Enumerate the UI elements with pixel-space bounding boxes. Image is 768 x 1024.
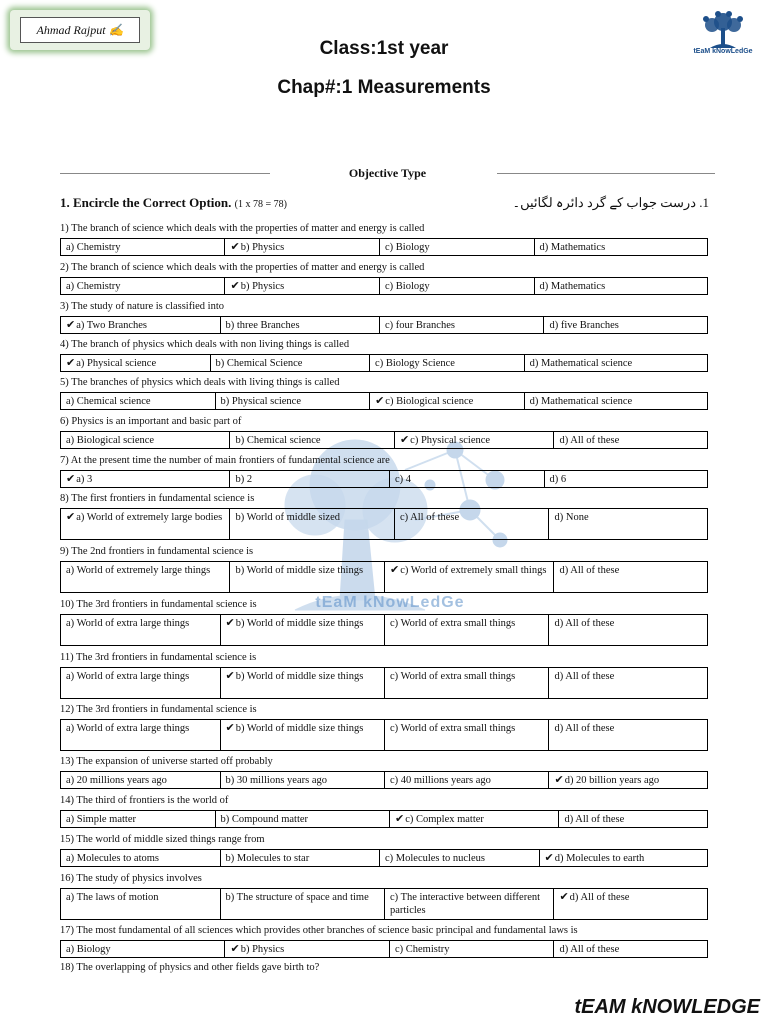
question-text: 12) The 3rd frontiers in fundamental science is <box>60 704 257 715</box>
option-label: c) four Branches <box>385 320 455 331</box>
option-label: c) Complex matter <box>405 814 484 825</box>
question-text: 17) The most fundamental of all sciences which provides other branches of science basic principal and fundamental laws is <box>60 925 578 936</box>
options-row <box>60 667 708 699</box>
section-marks: (1 x 78 = 78) <box>234 199 287 210</box>
options-row <box>60 940 708 958</box>
question-text: 5) The branches of physics which deals with living things is called <box>60 377 340 388</box>
question-text: 6) Physics is an important and basic part of <box>60 416 242 427</box>
option-d[interactable] <box>549 615 707 645</box>
option-a[interactable] <box>61 811 216 827</box>
option-a[interactable] <box>61 668 221 698</box>
checkmark-icon: ✔ <box>225 670 235 682</box>
option-label: a) World of extra large things <box>66 723 190 734</box>
option-a[interactable] <box>61 355 211 371</box>
option-c[interactable] <box>385 889 554 919</box>
option-a[interactable] <box>61 393 216 409</box>
question-text: 10) The 3rd frontiers in fundamental science is <box>60 599 257 610</box>
checkmark-icon: ✔ <box>559 891 569 903</box>
question-text: 9) The 2nd frontiers in fundamental science is <box>60 546 254 557</box>
option-d[interactable] <box>535 239 707 255</box>
options-row <box>60 561 708 593</box>
option-c[interactable] <box>390 941 554 957</box>
option-label: c) World of extra small things <box>389 671 516 682</box>
option-label: b) Physical science <box>220 396 302 407</box>
option-b[interactable] <box>221 850 381 866</box>
option-label: d) Mathematical science <box>529 358 633 369</box>
options-row <box>60 508 708 540</box>
checkmark-icon: ✔ <box>225 617 235 629</box>
option-a[interactable] <box>61 317 221 333</box>
option-c[interactable] <box>385 720 549 750</box>
options-row <box>60 354 708 372</box>
option-d[interactable] <box>554 432 707 448</box>
option-label: a) Physical science <box>76 358 157 369</box>
option-label: b) Chemical Science <box>215 358 303 369</box>
option-label: b) World of middle size things <box>235 618 364 629</box>
option-label: a) Chemistry <box>66 242 121 253</box>
options-row <box>60 277 708 295</box>
option-label: a) Biology <box>66 944 111 955</box>
option-b[interactable] <box>225 941 389 957</box>
option-label: b) 30 millions years ago <box>225 775 327 786</box>
option-label: d) All of these <box>554 723 615 734</box>
option-label: c) Physical science <box>410 435 491 446</box>
checkmark-icon: ✔ <box>554 774 564 786</box>
option-label: b) World of middle sized <box>235 512 340 523</box>
option-d[interactable] <box>525 355 707 371</box>
checkmark-icon: ✔ <box>394 813 405 825</box>
option-label: b) World of middle size things <box>235 565 364 576</box>
options-row <box>60 810 708 828</box>
option-label: a) Chemistry <box>66 281 121 292</box>
class-title: Class:1st year <box>319 38 449 59</box>
option-label: c) Chemistry <box>394 944 450 955</box>
option-b[interactable] <box>221 772 385 788</box>
option-b[interactable] <box>216 811 390 827</box>
option-b[interactable] <box>230 432 394 448</box>
option-label: b) Molecules to star <box>225 853 310 864</box>
question-text: 4) The branch of physics which deals with non living things is called <box>60 339 350 350</box>
question-text: 2) The branch of science which deals with the properties of matter and energy is called <box>60 262 425 273</box>
option-a[interactable] <box>61 772 221 788</box>
checkmark-icon: ✔ <box>390 564 400 576</box>
option-label: b) Physics <box>240 944 285 955</box>
question-text: 7) At the present time the number of main frontiers of fundamental science are <box>60 455 390 466</box>
option-a[interactable] <box>61 941 225 957</box>
option-label: b) Chemical science <box>235 435 321 446</box>
option-d[interactable] <box>554 889 707 919</box>
option-label: a) Two Branches <box>76 320 148 331</box>
option-c[interactable] <box>390 471 545 487</box>
options-row <box>60 238 708 256</box>
watermark-text: tEaM kNowLedGe <box>315 594 465 611</box>
option-b[interactable] <box>230 509 394 539</box>
option-label: b) World of middle size things <box>235 671 364 682</box>
checkmark-icon: ✔ <box>230 280 240 292</box>
option-b[interactable] <box>211 355 371 371</box>
option-label: d) Molecules to earth <box>554 853 645 864</box>
option-label: d) All of these <box>559 565 620 576</box>
option-d[interactable] <box>544 317 707 333</box>
option-a[interactable] <box>61 720 221 750</box>
option-label: d) Mathematical science <box>529 396 633 407</box>
option-label: c) World of extra small things <box>389 723 516 734</box>
option-label: b) three Branches <box>225 320 300 331</box>
option-d[interactable] <box>549 772 707 788</box>
option-d[interactable] <box>559 811 707 827</box>
options-row <box>60 316 708 334</box>
option-b[interactable] <box>216 393 371 409</box>
option-label: d) 6 <box>549 474 567 485</box>
option-label: c) The interactive between different particles <box>389 892 541 916</box>
option-a[interactable] <box>61 509 230 539</box>
options-row <box>60 431 708 449</box>
option-label: c) Biological science <box>385 396 474 407</box>
option-label: a) 20 millions years ago <box>66 775 167 786</box>
checkmark-icon: ✔ <box>375 395 385 407</box>
option-label: d) Mathematics <box>539 242 606 253</box>
option-d[interactable] <box>540 850 707 866</box>
option-d[interactable] <box>549 509 707 539</box>
option-d[interactable] <box>525 393 707 409</box>
option-label: a) Molecules to atoms <box>66 853 160 864</box>
options-row <box>60 771 708 789</box>
option-a[interactable] <box>61 615 221 645</box>
option-c[interactable] <box>395 432 555 448</box>
checkmark-icon: ✔ <box>225 722 235 734</box>
option-label: b) Physics <box>240 281 285 292</box>
option-d[interactable] <box>554 562 707 592</box>
footer-brand: tEAM kNOWLEDGE <box>574 996 760 1018</box>
option-label: b) World of middle size things <box>235 723 364 734</box>
option-label: c) 40 millions years ago <box>389 775 491 786</box>
option-label: a) World of extremely large bodies <box>76 512 223 523</box>
checkmark-icon: ✔ <box>230 241 240 253</box>
question-text: 11) The 3rd frontiers in fundamental science is <box>60 652 257 663</box>
option-c[interactable] <box>370 393 525 409</box>
question-text: 18) The overlapping of physics and other fields gave birth to? <box>60 962 320 973</box>
option-a[interactable] <box>61 562 230 592</box>
options-row <box>60 470 708 488</box>
option-label: d) None <box>554 512 589 523</box>
section-title <box>60 195 287 211</box>
option-label: a) World of extra large things <box>66 671 190 682</box>
option-label: d) Mathematics <box>539 281 606 292</box>
option-label: d) All of these <box>569 892 630 903</box>
option-d[interactable] <box>545 471 708 487</box>
option-label: a) Chemical science <box>66 396 151 407</box>
checkmark-icon: ✔ <box>230 943 240 955</box>
option-b[interactable] <box>221 615 385 645</box>
option-a[interactable] <box>61 239 225 255</box>
question-text: 14) The third of frontiers is the world of <box>60 795 229 806</box>
option-c[interactable] <box>390 811 559 827</box>
question-text: 13) The expansion of universe started off probably <box>60 756 273 767</box>
question-text: 3) The study of nature is classified into <box>60 301 224 312</box>
option-label: b) The structure of space and time <box>225 892 369 903</box>
checkmark-icon: ✔ <box>544 852 554 864</box>
checkmark-icon: ✔ <box>66 473 76 485</box>
option-label: c) World of extra small things <box>389 618 516 629</box>
option-d[interactable] <box>549 668 707 698</box>
option-label: c) Molecules to nucleus <box>385 853 486 864</box>
option-d[interactable] <box>535 278 707 294</box>
option-b[interactable] <box>221 889 385 919</box>
option-b[interactable] <box>225 278 380 294</box>
option-c[interactable] <box>380 317 544 333</box>
author-name: Ahmad Rajput ✍ <box>20 17 140 43</box>
option-b[interactable] <box>221 317 381 333</box>
option-label: a) World of extremely large things <box>66 565 211 576</box>
option-c[interactable] <box>395 509 550 539</box>
option-label: a) Biological science <box>66 435 155 446</box>
option-label: c) Biology <box>385 242 430 253</box>
section-urdu: 1. درست جواب کے گرد دائرہ لگائیں۔ <box>512 195 709 210</box>
option-label: c) Biology Science <box>375 358 455 369</box>
logo-caption: tEaM kNowLedGe <box>693 48 753 55</box>
option-label: b) Physics <box>240 242 285 253</box>
option-label: d) All of these <box>564 814 625 825</box>
option-b[interactable] <box>221 668 385 698</box>
option-label: d) 20 billion years ago <box>564 775 660 786</box>
checkmark-icon: ✔ <box>66 357 76 369</box>
option-label: d) All of these <box>559 435 620 446</box>
option-label: c) World of extremely small things <box>400 565 547 576</box>
option-c[interactable] <box>380 278 535 294</box>
option-a[interactable] <box>61 471 230 487</box>
option-c[interactable] <box>380 239 535 255</box>
option-label: d) All of these <box>559 944 620 955</box>
option-label: a) Simple matter <box>66 814 136 825</box>
option-label: a) World of extra large things <box>66 618 190 629</box>
option-label: c) All of these <box>399 512 460 523</box>
checkmark-icon: ✔ <box>66 319 76 331</box>
option-b[interactable] <box>230 471 390 487</box>
option-c[interactable] <box>385 562 554 592</box>
option-c[interactable] <box>385 668 549 698</box>
option-b[interactable] <box>225 239 380 255</box>
option-label: c) Biology <box>385 281 430 292</box>
option-c[interactable] <box>370 355 525 371</box>
section-title-text: 1. Encircle the Correct Option. <box>60 195 232 210</box>
checkmark-icon: ✔ <box>399 434 410 446</box>
option-d[interactable] <box>554 941 707 957</box>
question-text: 16) The study of physics involves <box>60 873 202 884</box>
option-b[interactable] <box>230 562 385 592</box>
option-label: d) five Branches <box>549 320 619 331</box>
option-d[interactable] <box>549 720 707 750</box>
option-c[interactable] <box>385 772 549 788</box>
options-row <box>60 719 708 751</box>
option-label: a) The laws of motion <box>66 892 159 903</box>
option-c[interactable] <box>380 850 540 866</box>
question-text: 15) The world of middle sized things range from <box>60 834 265 845</box>
objective-label: Objective Type <box>348 166 427 180</box>
question-text: 1) The branch of science which deals with the properties of matter and energy is called <box>60 223 425 234</box>
option-label: c) 4 <box>394 474 412 485</box>
option-label: d) All of these <box>554 618 615 629</box>
option-a[interactable] <box>61 278 225 294</box>
options-row <box>60 888 708 920</box>
option-a[interactable] <box>61 432 230 448</box>
option-label: b) 2 <box>235 474 253 485</box>
options-row <box>60 849 708 867</box>
option-label: a) 3 <box>76 474 93 485</box>
checkmark-icon: ✔ <box>66 511 76 523</box>
objective-heading <box>60 166 715 182</box>
option-a[interactable] <box>61 889 221 919</box>
option-label: b) Compound matter <box>220 814 309 825</box>
question-text: 8) The first frontiers in fundamental science is <box>60 493 255 504</box>
section-heading <box>60 195 715 211</box>
divider-right <box>497 173 715 174</box>
option-label: d) All of these <box>554 671 615 682</box>
option-c[interactable] <box>385 615 549 645</box>
option-b[interactable] <box>221 720 385 750</box>
option-a[interactable] <box>61 850 221 866</box>
options-row <box>60 614 708 646</box>
chapter-title: Chap#:1 Measurements <box>277 77 491 98</box>
options-row <box>60 392 708 410</box>
